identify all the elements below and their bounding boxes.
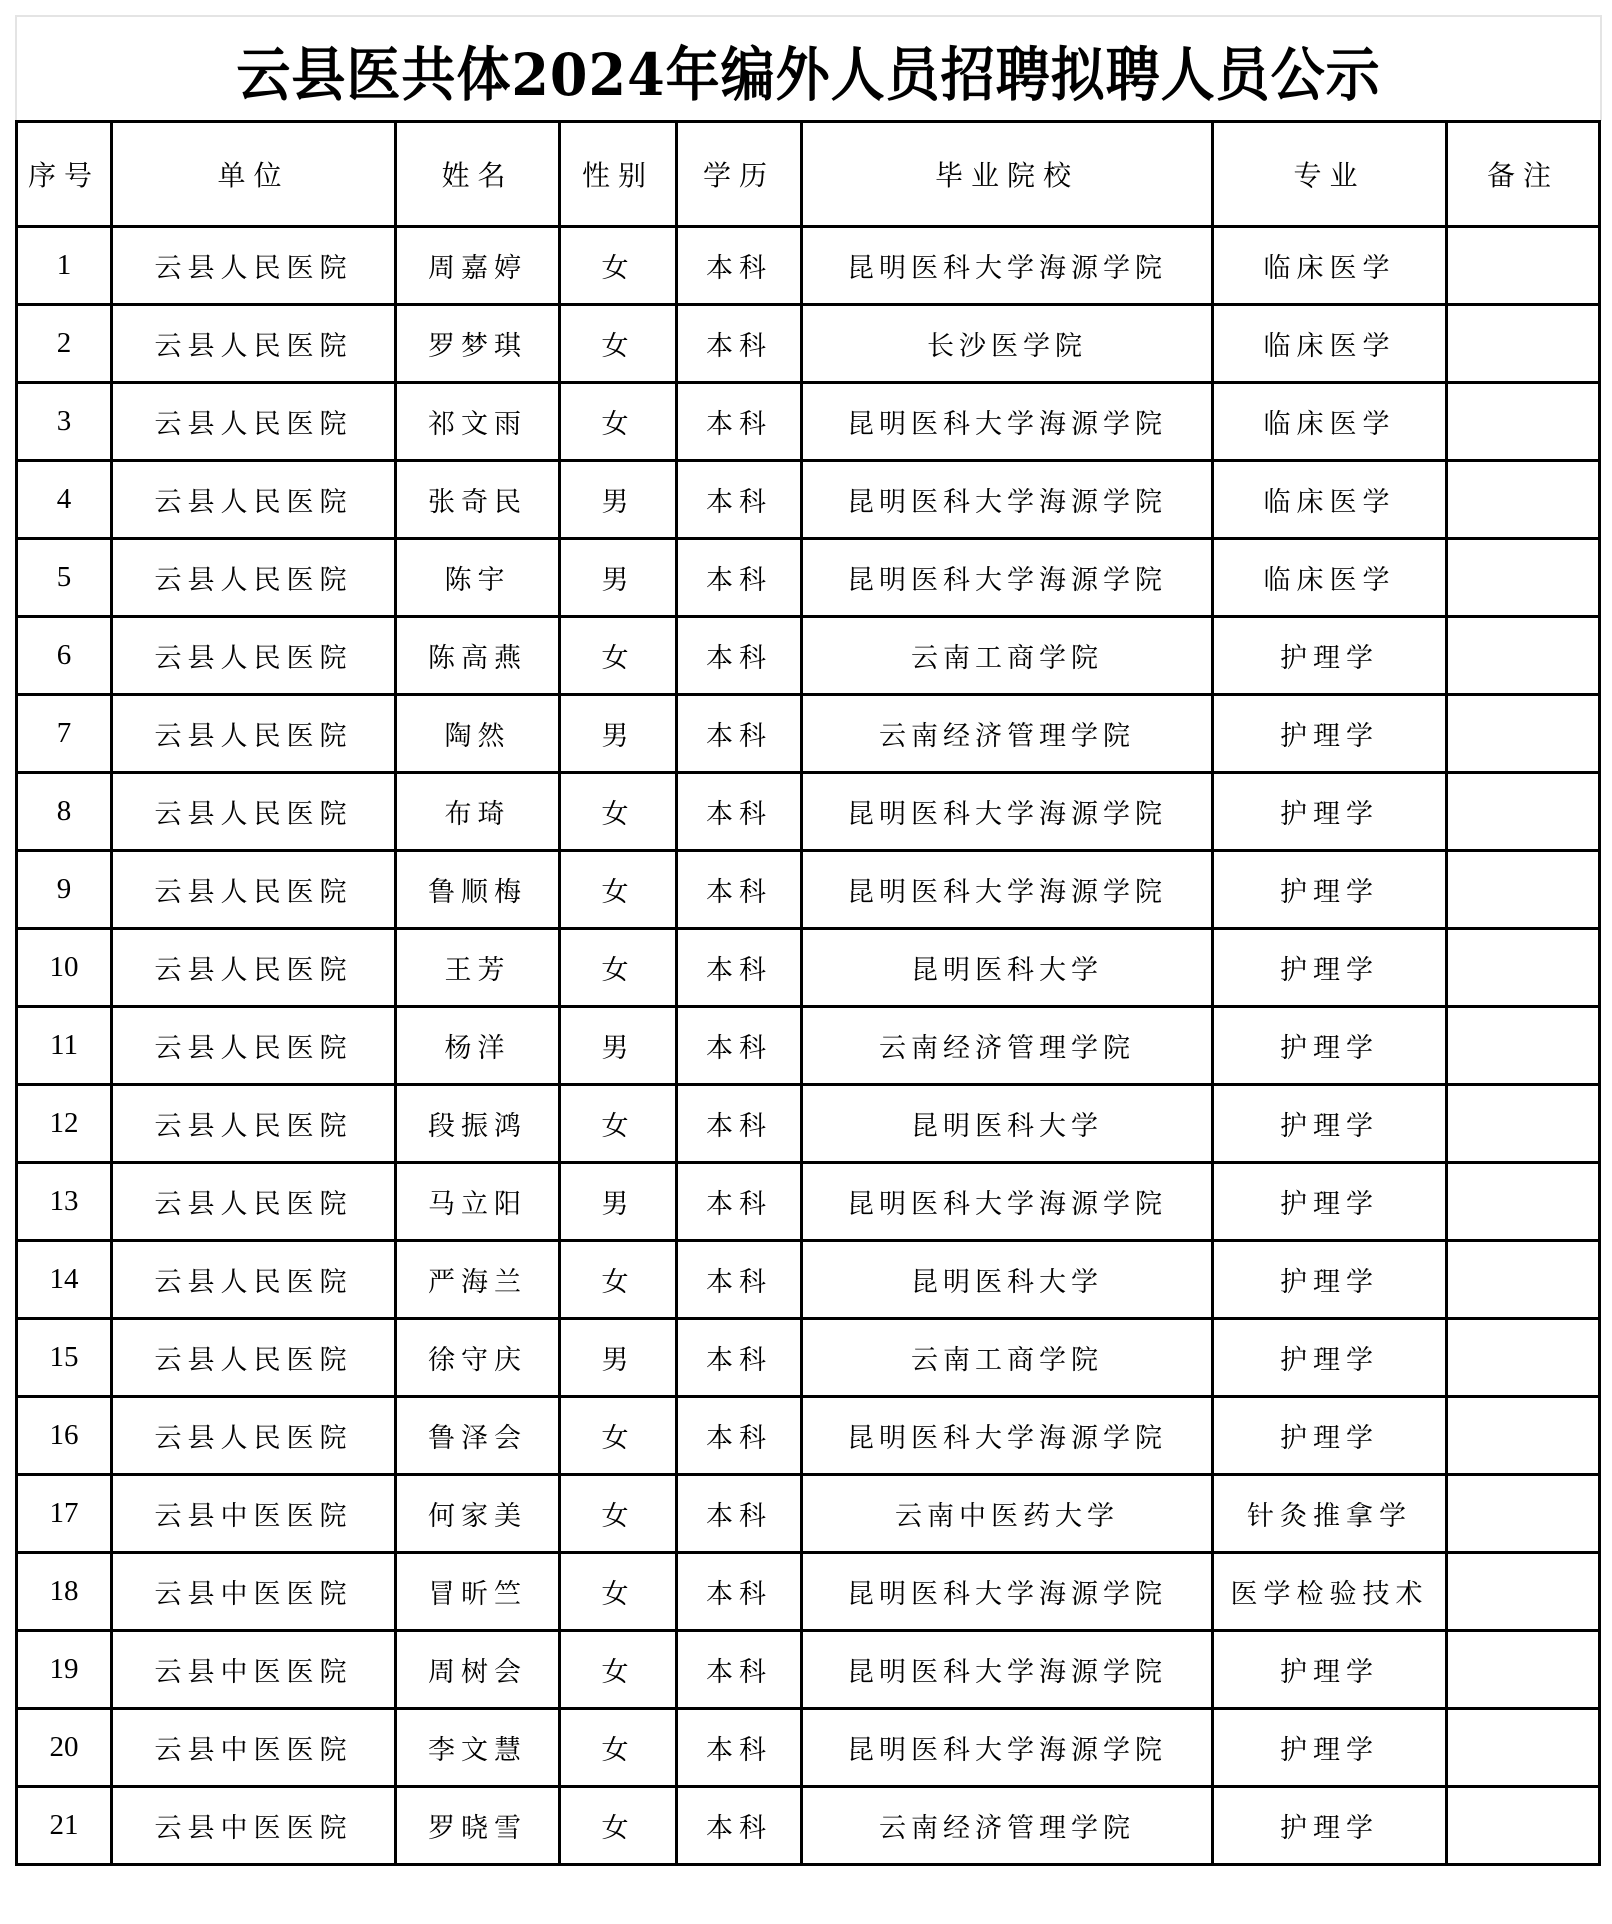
cell-gender: 女: [560, 851, 677, 929]
cell-no: 11: [17, 1007, 112, 1085]
table-row: [17, 1163, 1600, 1241]
cell-major: 医学检验技术: [1213, 1553, 1447, 1631]
cell-major: 临床医学: [1213, 305, 1447, 383]
cell-remark: [1447, 1007, 1600, 1085]
cell-education: 本科: [677, 1475, 802, 1553]
column-header-unit: 单位: [112, 122, 396, 227]
cell-school: 长沙医学院: [802, 305, 1213, 383]
cell-major: 护理学: [1213, 1397, 1447, 1475]
cell-remark: [1447, 1163, 1600, 1241]
cell-unit: 云县人民医院: [112, 383, 396, 461]
cell-school: 昆明医科大学海源学院: [802, 227, 1213, 305]
table-row: [17, 1553, 1600, 1631]
cell-major: 护理学: [1213, 929, 1447, 1007]
cell-gender: 男: [560, 1319, 677, 1397]
cell-unit: 云县人民医院: [112, 539, 396, 617]
table-row: [17, 1787, 1600, 1865]
cell-unit: 云县人民医院: [112, 1397, 396, 1475]
cell-remark: [1447, 1631, 1600, 1709]
cell-education: 本科: [677, 1397, 802, 1475]
cell-school: 云南经济管理学院: [802, 1007, 1213, 1085]
cell-name: 周嘉婷: [396, 227, 560, 305]
cell-gender: 女: [560, 1553, 677, 1631]
cell-no: 9: [17, 851, 112, 929]
cell-school: 昆明医科大学: [802, 1085, 1213, 1163]
cell-major: 护理学: [1213, 773, 1447, 851]
cell-school: 云南工商学院: [802, 617, 1213, 695]
table-row: [17, 461, 1600, 539]
cell-major: 护理学: [1213, 1085, 1447, 1163]
cell-name: 马立阳: [396, 1163, 560, 1241]
cell-education: 本科: [677, 539, 802, 617]
table-row: [17, 1631, 1600, 1709]
cell-major: 临床医学: [1213, 461, 1447, 539]
cell-education: 本科: [677, 1709, 802, 1787]
cell-unit: 云县中医医院: [112, 1787, 396, 1865]
cell-education: 本科: [677, 305, 802, 383]
cell-name: 杨洋: [396, 1007, 560, 1085]
cell-no: 16: [17, 1397, 112, 1475]
cell-unit: 云县中医医院: [112, 1709, 396, 1787]
cell-unit: 云县人民医院: [112, 851, 396, 929]
cell-school: 昆明医科大学海源学院: [802, 1397, 1213, 1475]
cell-no: 5: [17, 539, 112, 617]
cell-name: 布琦: [396, 773, 560, 851]
cell-major: 护理学: [1213, 1787, 1447, 1865]
table-row: [17, 851, 1600, 929]
cell-education: 本科: [677, 929, 802, 1007]
column-header-major: 专业: [1213, 122, 1447, 227]
cell-remark: [1447, 1241, 1600, 1319]
cell-no: 14: [17, 1241, 112, 1319]
cell-unit: 云县人民医院: [112, 1241, 396, 1319]
table-row: [17, 695, 1600, 773]
cell-education: 本科: [677, 1787, 802, 1865]
cell-gender: 男: [560, 1007, 677, 1085]
cell-remark: [1447, 1787, 1600, 1865]
cell-major: 护理学: [1213, 1319, 1447, 1397]
header-row: [17, 122, 1600, 227]
cell-gender: 女: [560, 617, 677, 695]
cell-gender: 女: [560, 1787, 677, 1865]
cell-education: 本科: [677, 617, 802, 695]
cell-name: 周树会: [396, 1631, 560, 1709]
cell-gender: 男: [560, 695, 677, 773]
cell-no: 12: [17, 1085, 112, 1163]
table-row: [17, 1397, 1600, 1475]
cell-name: 陈高燕: [396, 617, 560, 695]
cell-name: 鲁泽会: [396, 1397, 560, 1475]
cell-name: 陶然: [396, 695, 560, 773]
cell-school: 昆明医科大学: [802, 1241, 1213, 1319]
cell-school: 昆明医科大学海源学院: [802, 383, 1213, 461]
cell-gender: 女: [560, 929, 677, 1007]
cell-unit: 云县人民医院: [112, 1085, 396, 1163]
cell-name: 冒昕竺: [396, 1553, 560, 1631]
cell-unit: 云县人民医院: [112, 305, 396, 383]
cell-unit: 云县人民医院: [112, 1319, 396, 1397]
cell-gender: 女: [560, 773, 677, 851]
title-box: [15, 15, 1602, 121]
cell-no: 13: [17, 1163, 112, 1241]
cell-no: 7: [17, 695, 112, 773]
cell-major: 临床医学: [1213, 227, 1447, 305]
cell-gender: 女: [560, 1241, 677, 1319]
cell-remark: [1447, 1085, 1600, 1163]
cell-gender: 女: [560, 1475, 677, 1553]
cell-school: 昆明医科大学海源学院: [802, 773, 1213, 851]
cell-education: 本科: [677, 1085, 802, 1163]
cell-education: 本科: [677, 851, 802, 929]
table-row: [17, 227, 1600, 305]
cell-remark: [1447, 383, 1600, 461]
cell-name: 鲁顺梅: [396, 851, 560, 929]
table-row: [17, 1241, 1600, 1319]
cell-major: 护理学: [1213, 1709, 1447, 1787]
cell-remark: [1447, 539, 1600, 617]
cell-no: 2: [17, 305, 112, 383]
cell-remark: [1447, 695, 1600, 773]
table-row: [17, 929, 1600, 1007]
cell-major: 护理学: [1213, 1163, 1447, 1241]
cell-education: 本科: [677, 773, 802, 851]
cell-education: 本科: [677, 461, 802, 539]
cell-major: 护理学: [1213, 1241, 1447, 1319]
table-row: [17, 1475, 1600, 1553]
column-header-education: 学历: [677, 122, 802, 227]
cell-gender: 女: [560, 1397, 677, 1475]
cell-unit: 云县人民医院: [112, 461, 396, 539]
cell-remark: [1447, 773, 1600, 851]
cell-education: 本科: [677, 1631, 802, 1709]
cell-gender: 男: [560, 539, 677, 617]
cell-unit: 云县人民医院: [112, 929, 396, 1007]
cell-name: 罗梦琪: [396, 305, 560, 383]
cell-remark: [1447, 227, 1600, 305]
cell-gender: 男: [560, 1163, 677, 1241]
column-header-gender: 性别: [560, 122, 677, 227]
cell-no: 4: [17, 461, 112, 539]
cell-no: 21: [17, 1787, 112, 1865]
cell-unit: 云县中医医院: [112, 1475, 396, 1553]
cell-school: 昆明医科大学海源学院: [802, 539, 1213, 617]
cell-name: 何家美: [396, 1475, 560, 1553]
column-header-name: 姓名: [396, 122, 560, 227]
cell-school: 昆明医科大学海源学院: [802, 1163, 1213, 1241]
column-header-school: 毕业院校: [802, 122, 1213, 227]
document-title: 云县医共体2024年编外人员招聘拟聘人员公示: [236, 39, 1381, 109]
cell-no: 3: [17, 383, 112, 461]
cell-gender: 女: [560, 1085, 677, 1163]
cell-gender: 男: [560, 461, 677, 539]
table-row: [17, 1319, 1600, 1397]
cell-unit: 云县人民医院: [112, 695, 396, 773]
cell-name: 祁文雨: [396, 383, 560, 461]
hiring-roster-table: [15, 120, 1601, 1866]
cell-no: 19: [17, 1631, 112, 1709]
cell-education: 本科: [677, 1241, 802, 1319]
cell-major: 临床医学: [1213, 383, 1447, 461]
table-row: [17, 383, 1600, 461]
cell-unit: 云县人民医院: [112, 773, 396, 851]
cell-school: 云南经济管理学院: [802, 695, 1213, 773]
cell-school: 昆明医科大学: [802, 929, 1213, 1007]
cell-name: 张奇民: [396, 461, 560, 539]
cell-education: 本科: [677, 383, 802, 461]
cell-remark: [1447, 851, 1600, 929]
cell-education: 本科: [677, 227, 802, 305]
cell-unit: 云县人民医院: [112, 1007, 396, 1085]
cell-education: 本科: [677, 695, 802, 773]
cell-school: 昆明医科大学海源学院: [802, 851, 1213, 929]
cell-major: 护理学: [1213, 851, 1447, 929]
cell-no: 6: [17, 617, 112, 695]
table-body: [17, 227, 1600, 1865]
table-row: [17, 305, 1600, 383]
cell-school: 昆明医科大学海源学院: [802, 1553, 1213, 1631]
cell-remark: [1447, 461, 1600, 539]
table-row: [17, 617, 1600, 695]
column-header-no: 序号: [17, 122, 112, 227]
cell-name: 段振鸿: [396, 1085, 560, 1163]
table-row: [17, 773, 1600, 851]
cell-school: 云南经济管理学院: [802, 1787, 1213, 1865]
column-header-remark: 备注: [1447, 122, 1600, 227]
cell-school: 昆明医科大学海源学院: [802, 1631, 1213, 1709]
cell-major: 针灸推拿学: [1213, 1475, 1447, 1553]
cell-no: 1: [17, 227, 112, 305]
cell-remark: [1447, 1319, 1600, 1397]
cell-major: 临床医学: [1213, 539, 1447, 617]
cell-unit: 云县人民医院: [112, 617, 396, 695]
cell-major: 护理学: [1213, 1007, 1447, 1085]
table-row: [17, 1709, 1600, 1787]
cell-education: 本科: [677, 1553, 802, 1631]
cell-education: 本科: [677, 1163, 802, 1241]
cell-gender: 女: [560, 305, 677, 383]
cell-major: 护理学: [1213, 1631, 1447, 1709]
cell-unit: 云县人民医院: [112, 1163, 396, 1241]
cell-education: 本科: [677, 1319, 802, 1397]
cell-remark: [1447, 1553, 1600, 1631]
cell-school: 昆明医科大学海源学院: [802, 461, 1213, 539]
cell-unit: 云县人民医院: [112, 227, 396, 305]
table-row: [17, 1085, 1600, 1163]
cell-no: 20: [17, 1709, 112, 1787]
cell-unit: 云县中医医院: [112, 1553, 396, 1631]
cell-name: 李文慧: [396, 1709, 560, 1787]
cell-remark: [1447, 1709, 1600, 1787]
cell-no: 8: [17, 773, 112, 851]
cell-gender: 女: [560, 1709, 677, 1787]
cell-school: 云南工商学院: [802, 1319, 1213, 1397]
cell-name: 王芳: [396, 929, 560, 1007]
cell-gender: 女: [560, 383, 677, 461]
cell-remark: [1447, 1475, 1600, 1553]
cell-no: 15: [17, 1319, 112, 1397]
cell-major: 护理学: [1213, 617, 1447, 695]
cell-gender: 女: [560, 227, 677, 305]
cell-remark: [1447, 305, 1600, 383]
cell-name: 严海兰: [396, 1241, 560, 1319]
cell-remark: [1447, 617, 1600, 695]
cell-no: 17: [17, 1475, 112, 1553]
cell-no: 18: [17, 1553, 112, 1631]
cell-remark: [1447, 1397, 1600, 1475]
cell-gender: 女: [560, 1631, 677, 1709]
cell-school: 云南中医药大学: [802, 1475, 1213, 1553]
cell-major: 护理学: [1213, 695, 1447, 773]
cell-no: 10: [17, 929, 112, 1007]
cell-name: 罗晓雪: [396, 1787, 560, 1865]
cell-name: 徐守庆: [396, 1319, 560, 1397]
cell-remark: [1447, 929, 1600, 1007]
table-row: [17, 1007, 1600, 1085]
cell-school: 昆明医科大学海源学院: [802, 1709, 1213, 1787]
cell-education: 本科: [677, 1007, 802, 1085]
cell-name: 陈宇: [396, 539, 560, 617]
table-row: [17, 539, 1600, 617]
cell-unit: 云县中医医院: [112, 1631, 396, 1709]
